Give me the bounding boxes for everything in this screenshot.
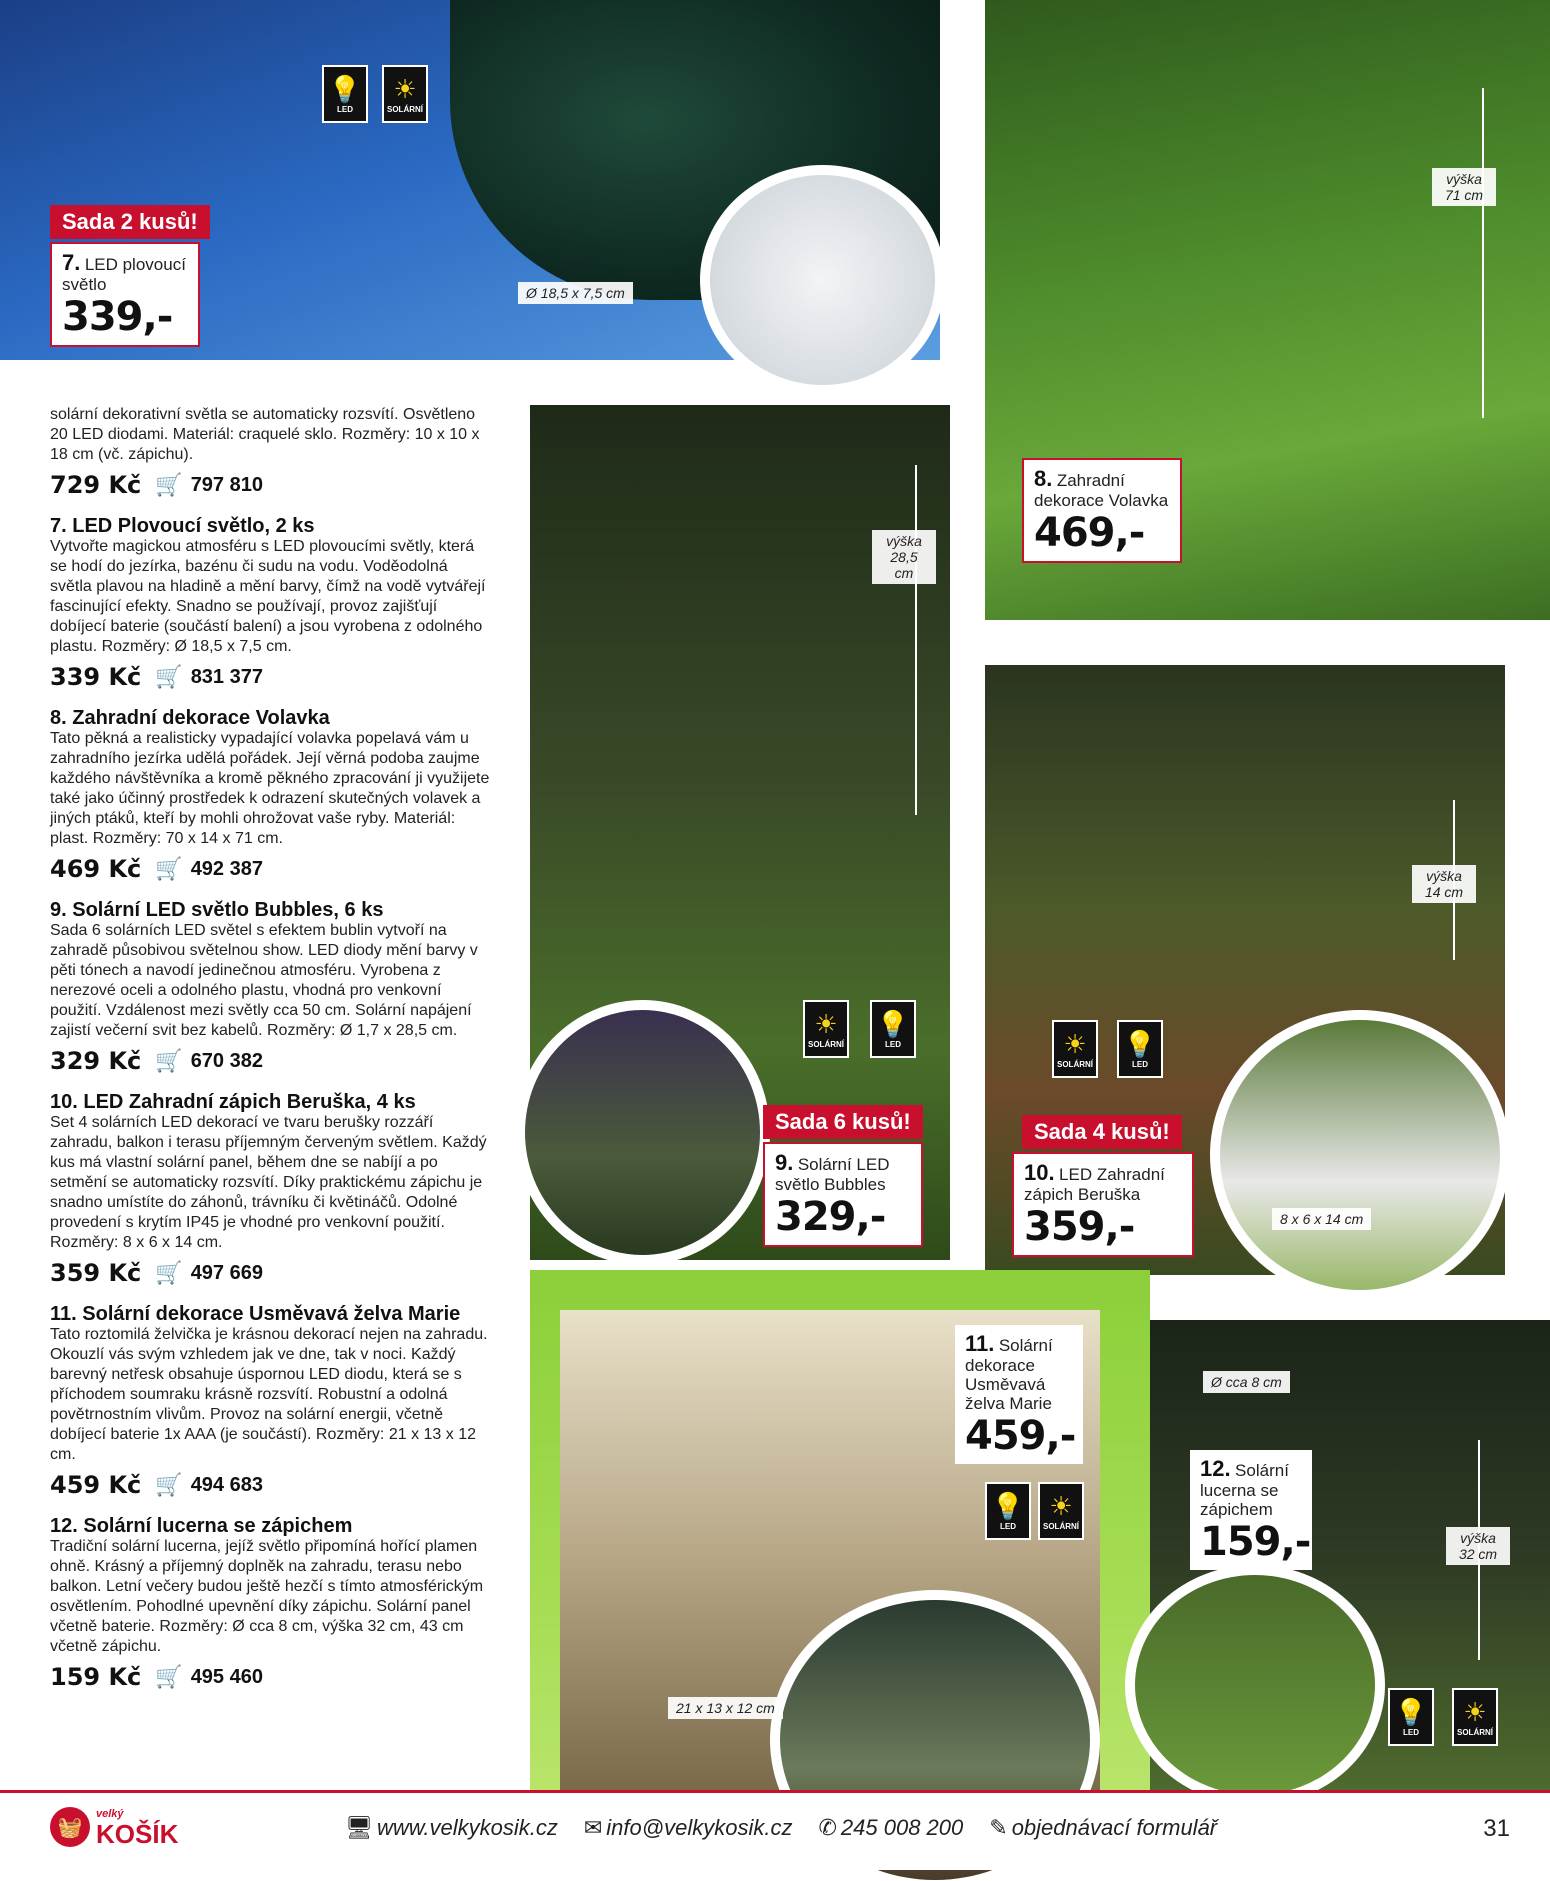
price-tag-8 <box>1022 458 1182 563</box>
solar-badge: ☀ SOLÁRNÍ <box>1052 1020 1098 1078</box>
product-entry-7 <box>50 515 490 691</box>
pen-icon: ✎ <box>989 1815 1008 1840</box>
product-number: 9. <box>775 1150 794 1175</box>
phone-link[interactable]: ✆ 245 008 200 <box>818 1815 964 1840</box>
product-price: 159,- <box>1200 1519 1311 1565</box>
product-description: Tato pěkná a realisticky vypadající volavka popelavá vám u zahradního jezírka udělá pořádek. Její věrná podoba zaujme každého návštěvníka a kromě pěkného zpracování ji využijete také jako účinný prostředek k odrazení skutečných volavek a jiných ptáků, kteří by mohli ohrožovat vaše ryby. Materiál: plast. Rozměry: 70 x 14 x 71 cm. <box>50 730 490 847</box>
price: 329 Kč <box>50 1047 142 1075</box>
page-footer <box>0 1790 1550 1870</box>
height-indicator <box>1482 88 1484 418</box>
order-code: 495 460 <box>190 1665 263 1688</box>
bulb-icon: 💡 <box>991 1490 1025 1521</box>
envelope-icon: ✉ <box>583 1815 603 1840</box>
price-tag-9 <box>763 1142 923 1247</box>
product-name: Solární lucerna se zápichem <box>1200 1461 1289 1519</box>
email-link[interactable]: ✉ info@velkykosik.cz <box>583 1815 793 1840</box>
price: 469 Kč <box>50 855 142 883</box>
photo-floating-light-detail <box>700 165 945 395</box>
led-badge: 💡 LED <box>985 1482 1031 1540</box>
solar-badge: ☀ SOLÁRNÍ <box>803 1000 849 1058</box>
product-heading: 11. Solární dekorace Usměvavá želva Marie <box>50 1303 461 1325</box>
dimension-label-8: výška 71 cm <box>1432 168 1496 206</box>
product-heading: 8. Zahradní dekorace Volavka <box>50 707 330 729</box>
page-number: 31 <box>1483 1815 1510 1842</box>
price: 339 Kč <box>50 663 142 691</box>
product-number: 10. <box>1024 1160 1055 1185</box>
product-description: Vytvořte magickou atmosféru s LED plovoucími světly, která se hodí do jezírka, bazénu či sudu na vodu. Voděodolná světla plavou na hladině a mění barvy, čímž na vodě vytvářejí fascinující efekty. Snadno se používají, provoz zajišťují dobíjecí baterie (součástí balení) a jsou vyrobena z odolného plastu. Rozměry: Ø 18,5 x 7,5 cm. <box>50 538 486 655</box>
led-badge: 💡 LED <box>870 1000 916 1058</box>
bulb-icon: 💡 <box>1123 1028 1157 1059</box>
intro-text: solární dekorativní světla se automaticky rozsvítí. Osvětleno 20 LED diodami. Materiál: craquelé sklo. Rozměry: 10 x 10 x 18 cm (vč. zápichu). <box>50 406 480 463</box>
bulb-icon: 💡 <box>328 73 362 104</box>
basket-icon: 🧺 <box>50 1807 90 1847</box>
price-line <box>50 1047 490 1075</box>
order-code: 497 669 <box>190 1261 263 1284</box>
product-price: 339,- <box>62 294 173 340</box>
price: 459 Kč <box>50 1471 142 1499</box>
sun-icon: ☀ <box>1049 1490 1073 1521</box>
product-entry-12 <box>50 1515 490 1691</box>
product-description: Tato roztomilá želvička je krásnou dekorací nejen na zahradu. Okouzlí vás svým vzhledem jak ve dne, tak v noci. Každý barevný netřesk obsahuje úspornou LED diodu, která se s příchodem soumraku krásně rozsvítí. Robustní a odolná povětrnostním vlivům. Provoz na solární energii, včetně dobíjecí baterie 1x AAA (je součástí). Rozměry: 21 x 13 x 12 cm. <box>50 1326 488 1463</box>
sun-icon: ☀ <box>1463 1696 1487 1727</box>
sada-badge-9: Sada 6 kusů! <box>763 1105 923 1139</box>
product-description: Tradiční solární lucerna, jejíž světlo připomíná hořící plamen ohně. Krásný a příjemný doplněk na zahradu, terasu nebo balkon. Letní večery budou ještě hezčí s tímto atmosférickým osvětlením. Pohodlné upevnění díky zápichu. Solární panel včetně baterie. Rozměry: Ø cca 8 cm, výška 32 cm, 43 cm včetně zápichu. <box>50 1538 484 1655</box>
product-price: 359,- <box>1024 1204 1135 1250</box>
product-entry-8 <box>50 707 490 883</box>
led-badge: 💡 LED <box>322 65 368 123</box>
dimension-label-10-height: výška 14 cm <box>1412 865 1476 903</box>
logo-small-text: velký <box>96 1808 124 1820</box>
product-name: Zahradní dekorace Volavka <box>1034 471 1169 510</box>
product-entry-11 <box>50 1303 490 1499</box>
price-tag-12 <box>1190 1450 1312 1570</box>
dimension-label-12-top: Ø cca 8 cm <box>1203 1371 1290 1393</box>
product-heading: 9. Solární LED světlo Bubbles, 6 ks <box>50 899 384 921</box>
price-line <box>50 1259 490 1287</box>
intro-price-line <box>50 471 490 499</box>
dimension-label-7: Ø 18,5 x 7,5 cm <box>518 282 633 304</box>
price-line <box>50 855 490 883</box>
product-price: 469,- <box>1034 510 1145 556</box>
product-name: Solární dekorace Usměvavá želva Marie <box>965 1336 1053 1413</box>
product-description: Set 4 solárních LED dekorací ve tvaru berušky rozzáří zahradu, balkon i terasu příjemným červeným světlem. Každý kus má vlastní solární panel, během dne se nabíjí a po setmění se automaticky rozsvítí. Díky praktickému zápichu je snadno umístíte do záhonů, trávníku či květináčů. Odolné provedení s krytím IP45 je vhodné pro venkovní použití. Rozměry: 8 x 6 x 14 cm. <box>50 1114 487 1251</box>
price-tag-10 <box>1012 1152 1194 1257</box>
bulb-icon: 💡 <box>876 1008 910 1039</box>
height-indicator <box>915 465 917 815</box>
product-name: LED plovoucí světlo <box>62 255 186 294</box>
sada-badge-7: Sada 2 kusů! <box>50 205 210 239</box>
sun-icon: ☀ <box>393 73 417 104</box>
cart-icon: 🛒 <box>155 664 183 689</box>
product-price: 459,- <box>965 1413 1076 1459</box>
dimension-label-10: 8 x 6 x 14 cm <box>1272 1208 1371 1230</box>
price-line <box>50 663 490 691</box>
price: 729 Kč <box>50 471 142 499</box>
product-description: Sada 6 solárních LED světel s efektem bublin vytvoří na zahradě působivou světelnou show. LED diody mění barvy v pěti tónech a navodí jedinečnou atmosféru. Vyrobena z nerezové oceli a odolného plastu, vhodná pro venkovní použití. Vzdálenost mezi světly cca 50 cm. Solární napájení zajistí večerní svit bez kabelů. Rozměry: Ø 1,7 x 28,5 cm. <box>50 922 478 1039</box>
product-name: LED Zahradní zápich Beruška <box>1024 1165 1165 1204</box>
cart-icon: 🛒 <box>155 1260 183 1285</box>
logo-big-text: KOŠÍK <box>96 1819 179 1849</box>
product-heading: 10. LED Zahradní zápich Beruška, 4 ks <box>50 1091 416 1113</box>
dimension-label-11: 21 x 13 x 12 cm <box>668 1697 783 1719</box>
product-heading: 12. Solární lucerna se zápichem <box>50 1515 353 1537</box>
product-number: 12. <box>1200 1456 1231 1481</box>
price: 359 Kč <box>50 1259 142 1287</box>
product-entry-10 <box>50 1091 490 1287</box>
cart-icon: 🛒 <box>155 856 183 881</box>
dimension-label-9: výška 28,5 cm <box>872 530 936 584</box>
monitor-icon: 🖥 <box>345 1815 373 1840</box>
product-name: Solární LED světlo Bubbles <box>775 1155 890 1194</box>
brand-logo[interactable] <box>50 1807 178 1847</box>
order-form-link[interactable]: ✎ objednávací formulář <box>989 1815 1218 1840</box>
photo-lantern-detail <box>1125 1565 1385 1805</box>
order-code: 670 382 <box>190 1049 263 1072</box>
bulb-icon: 💡 <box>1394 1696 1428 1727</box>
photo-bubble-lights-detail <box>515 1000 770 1265</box>
product-heading: 7. LED Plovoucí světlo, 2 ks <box>50 515 315 537</box>
contact-links <box>345 1815 1217 1841</box>
solar-badge: ☀ SOLÁRNÍ <box>1038 1482 1084 1540</box>
product-description-column <box>50 405 490 1691</box>
sada-badge-10: Sada 4 kusů! <box>1022 1115 1182 1149</box>
order-code: 831 377 <box>190 665 263 688</box>
sun-icon: ☀ <box>814 1008 838 1039</box>
solar-badge: ☀ SOLÁRNÍ <box>382 65 428 123</box>
price: 159 Kč <box>50 1663 142 1691</box>
phone-icon: ✆ <box>818 1815 837 1840</box>
cart-icon: 🛒 <box>155 472 183 497</box>
dimension-label-12: výška 32 cm <box>1446 1527 1510 1565</box>
solar-badge: ☀ SOLÁRNÍ <box>1452 1688 1498 1746</box>
price-line <box>50 1471 490 1499</box>
led-badge: 💡 LED <box>1117 1020 1163 1078</box>
price-tag-11 <box>955 1325 1083 1464</box>
product-number: 11. <box>965 1331 995 1356</box>
order-code: 797 810 <box>190 473 263 496</box>
sun-icon: ☀ <box>1063 1028 1087 1059</box>
product-entry-9 <box>50 899 490 1075</box>
cart-icon: 🛒 <box>155 1664 183 1689</box>
order-code: 494 683 <box>190 1473 263 1496</box>
led-badge: 💡 LED <box>1388 1688 1434 1746</box>
cart-icon: 🛒 <box>155 1048 183 1073</box>
order-code: 492 387 <box>190 857 263 880</box>
website-link[interactable]: 🖥 www.velkykosik.cz <box>345 1815 558 1840</box>
product-number: 8. <box>1034 466 1053 491</box>
product-price: 329,- <box>775 1194 886 1240</box>
photo-ladybugs-detail <box>1210 1010 1510 1300</box>
price-tag-7 <box>50 242 200 347</box>
product-number: 7. <box>62 250 81 275</box>
price-line <box>50 1663 490 1691</box>
cart-icon: 🛒 <box>155 1472 183 1497</box>
